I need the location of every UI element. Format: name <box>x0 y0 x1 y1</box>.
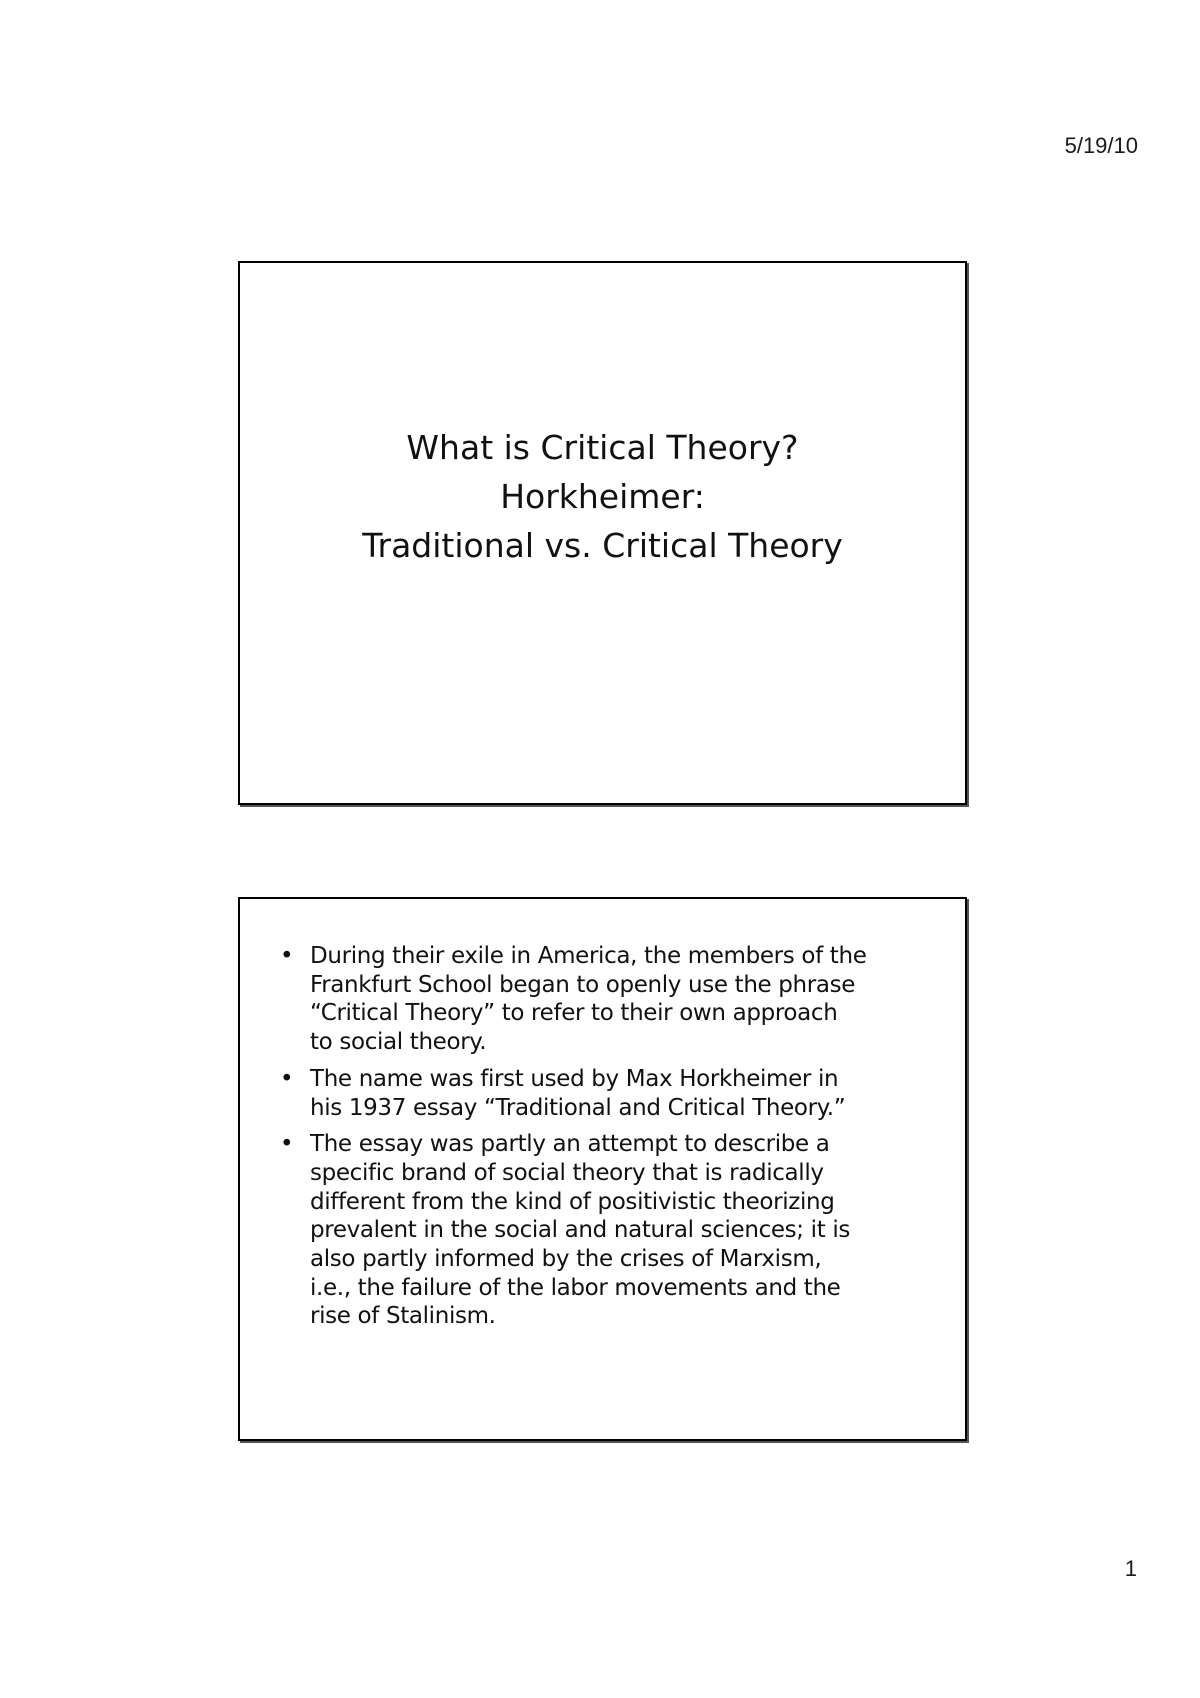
bullet-1-line-3: “Critical Theory” to refer to their own approach <box>310 1000 838 1027</box>
page-number: 1 <box>1124 1556 1137 1581</box>
bullet-3-line-7: rise of Stalinism. <box>310 1303 496 1330</box>
bullet-dot-icon: • <box>280 1065 294 1092</box>
bullet-3-line-3: different from the kind of positivistic theorizing <box>310 1188 835 1215</box>
bullet-item-3 <box>278 1130 918 1331</box>
bullet-3-line-2: specific brand of social theory that is radically <box>310 1159 824 1186</box>
bullet-list <box>278 942 918 1339</box>
slide-title-line-3: Traditional vs. Critical Theory <box>362 526 843 565</box>
bullet-3-line-6: i.e., the failure of the labor movements and the <box>310 1274 841 1301</box>
bullet-3-line-5: also partly informed by the crises of Marxism, <box>310 1246 822 1273</box>
bullet-item-1 <box>278 942 918 1057</box>
bullet-dot-icon: • <box>280 943 294 969</box>
slide-title-line-1: What is Critical Theory? <box>406 428 799 467</box>
bullet-1-line-2: Frankfurt School began to openly use the phrase <box>310 971 856 998</box>
bullet-3-line-1: The essay was partly an attempt to describe a <box>310 1131 830 1158</box>
bullet-3-line-4: prevalent in the social and natural sciences; it is <box>310 1217 851 1244</box>
page-date: 5/19/10 <box>1064 133 1138 158</box>
slide-2-bullet-slide <box>238 897 967 1441</box>
slide-title-line-2: Horkheimer: <box>500 477 705 516</box>
bullet-1-line-1: During their exile in America, the members of the <box>310 943 867 969</box>
bullet-1-line-4: to social theory. <box>310 1029 487 1056</box>
bullet-2-line-2: his 1937 essay “Traditional and Critical Theory.” <box>310 1094 846 1121</box>
bullet-2-line-1: The name was first used by Max Horkheimer in <box>310 1065 839 1092</box>
bullet-dot-icon: • <box>280 1131 294 1158</box>
slide-1-title-slide <box>238 261 967 805</box>
bullet-item-2 <box>278 1065 918 1122</box>
slide-title <box>240 423 965 570</box>
